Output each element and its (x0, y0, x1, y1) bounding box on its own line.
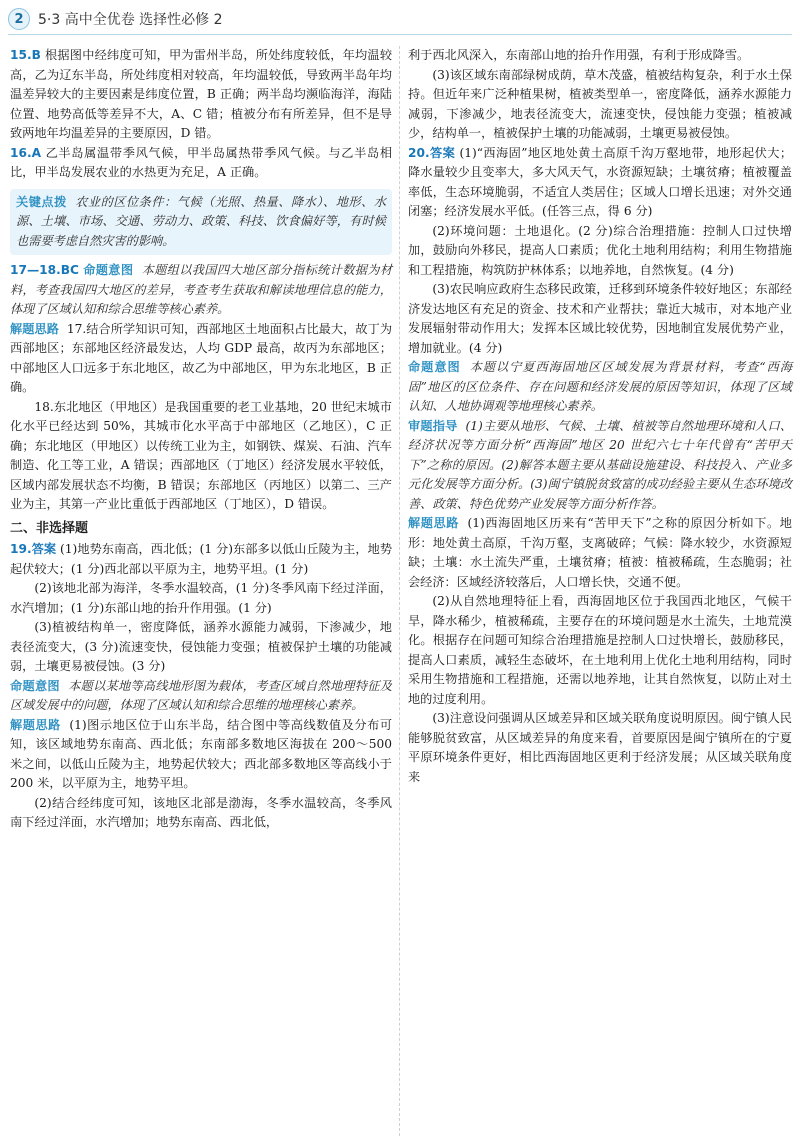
book-title: 5·3 高中全优卷 选择性必修 2 (38, 12, 223, 28)
q20-intent-text: 本题以宁夏西海固地区区域发展为背景材料，考查“西海固”地区的区位条件、存在问题和经济发展的原因等知识，体现了区域认知、人地协调观等地理核心素养。 (408, 360, 793, 413)
q20-thought-1 (408, 514, 792, 592)
q15-text: 根据图中经纬度可知，甲为雷州半岛，所处纬度较低，年均温较高，乙为辽东半岛，所处纬度相对较高，年均温较低，导致两半岛年均温差异较大的主要因素是纬度位置，B 正确；两半岛均濒临海洋，海陆位置、地势高低等差异不大，A、C 错；植被分布有所差异，但不是导致两地年均温差异的主要原因，D 错。 (10, 48, 393, 140)
q1718-label: 17—18.BC (10, 263, 79, 277)
q19-intent (10, 677, 392, 716)
q19-intent-tag: 命题意图 (10, 678, 60, 693)
answer-18: 18.东北地区（甲地区）是我国重要的老工业基地，20 世纪末城市化水平已经达到 50%，其城市化水平高于中部地区（乙地区），C 正确；东北地区（甲地区）以传统工业为主，如钢铁、煤炭、石油、汽车制造、化工等工业，A 错误；西部地区（丁地区）经济发展水平较低，区域内部发展状态不均衡，B 错误；东部地区（丙地区）以第二、三产业为主，其第一产业比重低于西部地区（丁地区），D 错误。 (10, 399, 392, 511)
q19-thought-2: (2)结合经纬度可知，该地区北部是渤海，冬季水温较高，冬季风南下经过洋面，水汽增加；地势东南高、西北低， (10, 795, 392, 829)
q20-thought-3: (3)注意设问强调从区域差异和区域关联角度说明原因。闽宁镇人民能够脱贫致富，从区域差异的角度来看，首要原因是闽宁镇所在的宁夏平原环境条件更好，相比西海固地区更利于经济发展；从区域关联角度来 (408, 711, 792, 784)
section-title-nonchoice: 二、非选择题 (10, 520, 89, 536)
page-number: 2 (8, 8, 30, 30)
answer-19-2: (2)该地北部为海洋，冬季水温较高，(1 分)冬季风南下经过洋面，水汽增加；(1 分)东部山地的抬升作用强。(1 分) (10, 581, 392, 615)
column-divider (399, 46, 400, 1136)
answer-20-2: (2)环境问题：土地退化。(2 分)综合治理措施：控制人口过快增加，鼓励向外移民，提高人口素质；优化土地利用结构；利用生物措施和工程措施，构筑防护林体系；以地养地，自然恢复。(4 分) (408, 223, 792, 277)
key-point-text: 农业的区位条件：气候（光照、热量、降水）、地形、水源、土壤、市场、交通、劳动力、政策、科技、饮食偏好等，有时候也需要考虑自然灾害的影响。 (16, 194, 387, 248)
q19-thought-tag: 解题思路 (10, 717, 61, 732)
q17-thought-tag: 解题思路 (10, 321, 59, 336)
q20-intent-tag: 命题意图 (408, 360, 461, 374)
answer-20-1 (408, 144, 792, 222)
key-point-box (10, 189, 392, 256)
answer-15 (10, 46, 392, 144)
answer-17 (10, 320, 392, 398)
header-divider (8, 34, 792, 35)
answer-20-3: (3)农民响应政府生态移民政策，迁移到环境条件较好地区；东部经济发达地区有充足的资金、技术和产业帮扶；靠近大城市，对本地产业发展辐射带动作用大；发挥本区域比较优势，因地制宜发展优势产业，增加就业。(4 分) (408, 282, 792, 355)
q19-thought-3: (3)该区域东南部绿树成荫，草木茂盛，植被结构复杂，利于水土保持。但近年来广泛种植果树，植被类型单一，密度降低，涵养水源能力减弱，下渗减少，地表径流变大，流速变快，侵蚀能力变强；植被减少，结构单一，植被保护土壤的功能减弱，土壤更易被侵蚀。 (408, 67, 792, 140)
q17-text: 17.结合所学知识可知，西部地区土地面积占比最大，故丁为西部地区；东部地区经济最发达，人均 GDP 最高，故丙为东部地区；中部地区人口远多于东北地区，故乙为中部地区，甲为东北地区，B 正确。 (10, 321, 393, 394)
q20-label: 20.答案 (408, 145, 456, 160)
key-point-tag: 关键点拨 (16, 194, 67, 209)
q20-t1: (1)西海固地区历来有“苦甲天下”之称的原因分析如下。地形：地处黄土高原，千沟万壑，支离破碎；气候：降水较少，水资源短缺；土壤：水土流失严重，土壤贫瘠；植被：植被稀疏，生态脆弱；社会经济：区域经济较落后，人口增长快，交通不便。 (408, 516, 792, 589)
q19-a1: (1)地势东南高，西北低；(1 分)东部多以低山丘陵为主，地势起伏较大；(1 分)西北部以平原为主，地势平坦。(1 分) (10, 542, 393, 576)
right-column (408, 46, 792, 787)
q20-guide-tag: 审题指导 (408, 418, 458, 433)
q20-a1: (1)“西海固”地区地处黄土高原千沟万壑地带，地形起伏大；降水量较少且变率大，多大风天气，水资源短缺；土壤贫瘠；植被覆盖率低，生态环境脆弱，不适宜人类居住；区域人口增长迅速；对外交通闭塞；经济发展水平低。(任答三点，得 6 分) (408, 145, 793, 218)
q19-label: 19.答案 (10, 542, 57, 556)
answer-17-18-intent (10, 261, 392, 320)
answer-19-1 (10, 540, 392, 579)
q20-guide (408, 417, 792, 515)
q19-intent-text: 本题以某地等高线地形图为载体，考查区域自然地理特征及区域发展中的问题，体现了区域认知和综合思维的地理核心素养。 (10, 678, 393, 712)
q15-label: 15.B (10, 48, 41, 62)
q19-thought-1 (10, 716, 392, 794)
q16-label: 16.A (10, 145, 42, 160)
q1718-intent-text: 本题组以我国四大地区部分指标统计数据为材料，考查我国四大地区的差异，考查考生获取和解读地理信息的能力，体现了区域认知和综合思维等核心素养。 (10, 263, 393, 316)
left-column (10, 46, 392, 833)
page-header (8, 6, 223, 32)
q19-t1: (1)图示地区位于山东半岛，结合图中等高线数值及分布可知，该区域地势东南高、西北低；东南部多数地区海拔在 200～500 米之间，以低山丘陵为主，地势起伏较大；西北部多数地区等高线小于 200 米，以平原为主，地势平坦。 (10, 717, 393, 790)
q19-thought-2-cont: 利于西北风深入，东南部山地的抬升作用强，有利于形成降雪。 (408, 48, 750, 62)
q20-thought-2: (2)从自然地理特征上看，西海固地区位于我国西北地区，气候干旱，降水稀少，植被稀疏，主要存在的环境问题是水土流失，土地荒漠化。根据存在问题可知综合治理措施是控制人口过快增长，鼓励移民，提高人口素质，减轻生态破坏，在土地利用上优化土地利用结构，同时采用生物措施和工程措施，还需以地养地，让其自然恢复，以防止对土地的过度利用。 (408, 594, 792, 706)
q1718-intent-tag: 命题意图 (83, 263, 134, 277)
answer-16 (10, 144, 392, 183)
q20-intent (408, 358, 792, 417)
q20-thought-tag: 解题思路 (408, 516, 460, 530)
answer-19-3: (3)植被结构单一，密度降低，涵养水源能力减弱，下渗减少，地表径流变大，(3 分)流速变快，侵蚀能力变强；植被保护土壤的功能减弱，土壤更易被侵蚀。(3 分) (10, 620, 392, 673)
q20-guide-text: (1)主要从地形、气候、土壤、植被等自然地理环境和人口、经济状况等方面分析“西海固”地区 20 世纪六七十年代曾有“苦甲天下”之称的原因。(2)解答本题主要从基础设施建设、科技投入、产业多元化发展等方面分析。(3)闽宁镇脱贫致富的成功经验主要从生态环境改善、政策、特色优势产业发展等方面分析作答。 (408, 418, 793, 511)
q16-text: 乙半岛属温带季风气候，甲半岛属热带季风气候。与乙半岛相比，甲半岛发展农业的水热更为充足，A 正确。 (10, 145, 393, 179)
